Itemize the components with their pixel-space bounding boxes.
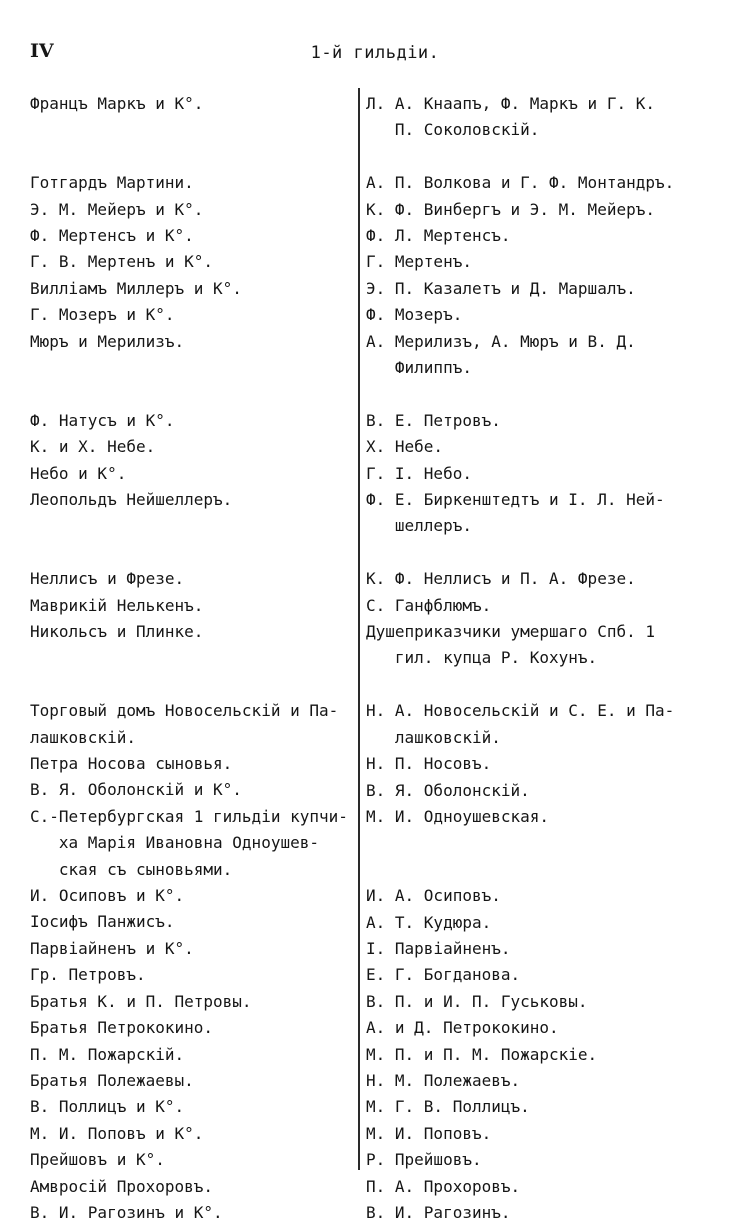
firm-name-line: Петра Носова сыновья. (30, 754, 233, 774)
firm-name-line: Небо и К°. (30, 463, 127, 483)
entry-spacer (366, 381, 724, 407)
owner-name-line: В. Я. Оболонскій. (366, 780, 530, 800)
owner-name-line: Ф. Е. Биркенштедтъ и І. Л. Ней- (366, 490, 665, 510)
firm-name-line: Францъ Маркъ и К°. (30, 94, 204, 113)
blank-line (30, 513, 352, 539)
entry-spacer (30, 540, 352, 566)
firm-name-line: Братья Полежаевы. (30, 1070, 194, 1090)
blank-line (30, 355, 352, 381)
firm-name-line: Ф. Мертенсъ и К°. (30, 226, 194, 245)
owner-name-line: К. Ф. Неллисъ и П. А. Фрезе. (366, 569, 636, 589)
firm-name-line: Г. Мозеръ и К°. (30, 305, 175, 325)
firm-name-line: Іосифъ Панжисъ. (30, 912, 175, 932)
entry-spacer (30, 672, 352, 698)
firm-name-line: ха Марія Ивановна Одноушев- (30, 833, 319, 853)
owner-name-line: В. П. и И. П. Гуськовы. (366, 991, 588, 1011)
owner-name-line: Ф. Мозеръ. (366, 305, 463, 325)
owner-name-line: лашковскій. (366, 727, 501, 747)
owner-name-line: М. П. и П. М. Пожарскіе. (366, 1044, 598, 1064)
owner-name-line: Г. І. Небо. (366, 463, 472, 483)
firm-name-line: Мюръ и Мерилизъ. (30, 331, 185, 351)
firm-name-line: Ф. Натусъ и К°. (30, 410, 175, 430)
owner-name-line: Ф. Л. Мертенсъ. (366, 226, 511, 246)
owner-name-line: гил. купца Р. Кохунъ. (366, 648, 598, 668)
firm-name-line: В. И. Рагозинъ и К°. (30, 1202, 223, 1222)
firm-name-line: Леопольдъ Нейшеллеръ. (30, 490, 233, 510)
page-number: IV (30, 40, 54, 62)
owner-name-line: Р. Прейшовъ. (366, 1150, 482, 1170)
firm-name-line: Торговый домъ Новосельскій и Па- (30, 701, 339, 721)
firm-name-line: Амвросій Прохоровъ. (30, 1176, 214, 1196)
owner-name-line: А. и Д. Петрококино. (366, 1018, 559, 1038)
firm-name-line: Прейшовъ и К°. (30, 1150, 165, 1170)
firm-name-line: С.-Петербургская 1 гильдіи купчи- (30, 806, 348, 826)
owner-name-line: В. И. Рагозинъ. (366, 1202, 511, 1222)
owner-name-line: Л. А. Кнаапъ, Ф. Маркъ и Г. К. (366, 94, 655, 113)
entry-spacer (366, 144, 724, 170)
owner-name-line: М. И. Поповъ. (366, 1123, 492, 1143)
firm-name-line: Гр. Петровъ. (30, 965, 146, 985)
owner-name-line: В. Е. Петровъ. (366, 410, 501, 430)
running-head: 1-й гильдіи. (310, 43, 440, 63)
owner-name-line: С. Ганфблюмъ. (366, 595, 492, 615)
owner-names-column (366, 91, 724, 1226)
owner-name-line: А. П. Волкова и Г. Ф. Монтандръ. (366, 173, 675, 193)
owner-name-line: Филиппъ. (366, 358, 472, 378)
firm-name-line: Э. М. Мейеръ и К°. (30, 199, 204, 219)
firm-name-line: Маврикій Нелькенъ. (30, 595, 204, 615)
owner-name-line: П. А. Прохоровъ. (366, 1176, 521, 1196)
entry-spacer (366, 540, 724, 566)
owner-name-line: Г. Мертенъ. (366, 252, 472, 272)
owner-name-line: Душеприказчики умершаго Спб. 1 (366, 622, 655, 642)
blank-line (30, 645, 352, 671)
entry-spacer (366, 672, 724, 698)
firm-name-line: И. Осиповъ и К°. (30, 886, 185, 906)
firm-name-line: ская съ сыновьями. (30, 859, 233, 879)
firm-name-line: В. Поллицъ и К°. (30, 1097, 185, 1117)
owner-name-line: И. А. Осиповъ. (366, 886, 501, 906)
firm-name-line: Готгардъ Мартини. (30, 173, 194, 193)
owner-name-line: Н. П. Носовъ. (366, 754, 492, 774)
owner-name-line: Е. Г. Богданова. (366, 965, 521, 985)
blank-line (30, 117, 352, 143)
owner-name-line: А. Мерилизъ, А. Мюръ и В. Д. (366, 331, 636, 351)
firm-name-line: Парвіайненъ и К°. (30, 938, 194, 958)
owner-name-line: К. Ф. Винбергъ и Э. М. Мейеръ. (366, 199, 655, 219)
owner-name-line: Н. А. Новосельскій и С. Е. и Па- (366, 701, 675, 721)
firm-name-line: лашковскій. (30, 727, 136, 747)
owner-name-line: Н. М. Полежаевъ. (366, 1070, 521, 1090)
firm-name-line: Братья К. и П. Петровы. (30, 991, 252, 1011)
firm-name-line: М. И. Поповъ и К°. (30, 1123, 204, 1143)
firm-name-line: Вилліамъ Миллеръ и К°. (30, 278, 242, 298)
firm-name-line: П. М. Пожарскій. (30, 1044, 185, 1064)
owner-name-line: Х. Небе. (366, 437, 444, 457)
firm-name-line: В. Я. Оболонскій и К°. (30, 780, 242, 800)
blank-line (366, 857, 724, 883)
owner-name-line: шеллеръ. (366, 516, 472, 536)
owner-name-line: А. Т. Кудюра. (366, 912, 492, 932)
firm-name-line: Г. В. Мертенъ и К°. (30, 252, 214, 272)
firm-name-line: Братья Петрококино. (30, 1018, 214, 1038)
entry-spacer (30, 144, 352, 170)
firm-name-line: Никольсъ и Плинке. (30, 622, 204, 642)
entry-spacer (30, 381, 352, 407)
firm-name-line: Неллисъ и Фрезе. (30, 569, 185, 589)
blank-line (366, 830, 724, 856)
owner-name-line: М. Г. В. Поллицъ. (366, 1097, 530, 1117)
owner-name-line: І. Парвіайненъ. (366, 938, 511, 958)
owner-name-line: П. Соколовскій. (366, 120, 540, 140)
firm-names-column (30, 91, 352, 1226)
column-divider (358, 88, 360, 1170)
owner-name-line: М. И. Одноушевская. (366, 806, 550, 826)
owner-name-line: Э. П. Казалетъ и Д. Маршалъ. (366, 278, 636, 298)
firm-name-line: К. и Х. Небе. (30, 437, 156, 457)
